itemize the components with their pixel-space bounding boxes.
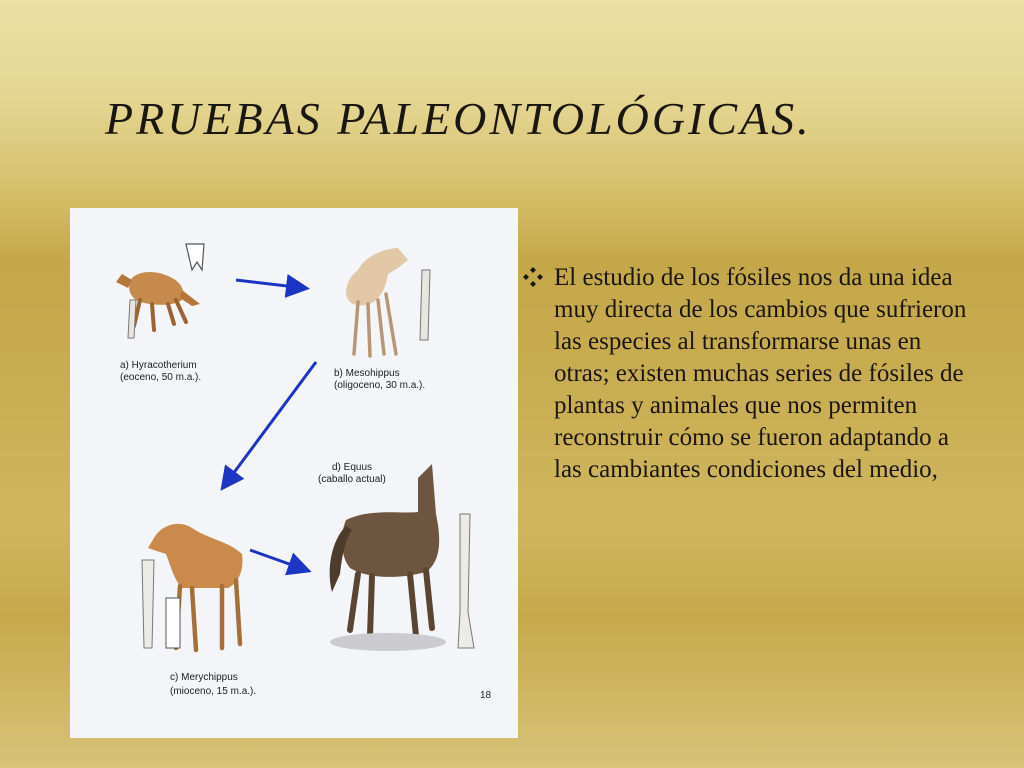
equus-name: d) Equus — [332, 462, 373, 473]
mesohippus-illustration — [346, 248, 408, 356]
tooth-icon — [166, 598, 180, 648]
bullet-item — [522, 262, 972, 486]
hyracotherium-era: (eoceno, 50 m.a.). — [120, 372, 202, 383]
horse-evolution-figure — [70, 208, 518, 738]
arrow-b-to-c — [224, 362, 316, 486]
figure-page-number: 18 — [480, 690, 492, 701]
merychippus-name: c) Merychippus — [170, 672, 238, 683]
foot-bone-icon — [142, 560, 154, 648]
merychippus-era: (mioceno, 15 m.a.). — [170, 686, 257, 697]
foot-bone-icon — [128, 300, 136, 338]
foot-bone-icon — [458, 514, 474, 648]
equus-era: (caballo actual) — [318, 474, 386, 485]
bullet-text: El estudio de los fósiles nos da una idea muy directa de los cambios que sufrieron las especies al transformarse unas en otras; existen muchas series de fósiles de plantas y animales que nos permiten reconstruir cómo se fueron adaptando a las cambiantes condiciones del medio, — [554, 264, 967, 483]
arrow-c-to-d — [250, 550, 306, 570]
merychippus-illustration — [148, 524, 242, 650]
foot-bone-icon — [420, 270, 430, 340]
mesohippus-era: (oligoceno, 30 m.a.). — [334, 380, 426, 391]
slide-title: PRUEBAS PALEONTOLÓGICAS. — [105, 93, 812, 144]
tooth-icon — [186, 244, 204, 270]
arrow-a-to-b — [236, 280, 304, 288]
four-diamond-bullet-icon — [522, 266, 554, 293]
mesohippus-name: b) Mesohippus — [334, 368, 400, 379]
equus-illustration — [330, 464, 446, 651]
hyracotherium-name: a) Hyracotherium — [120, 360, 197, 371]
